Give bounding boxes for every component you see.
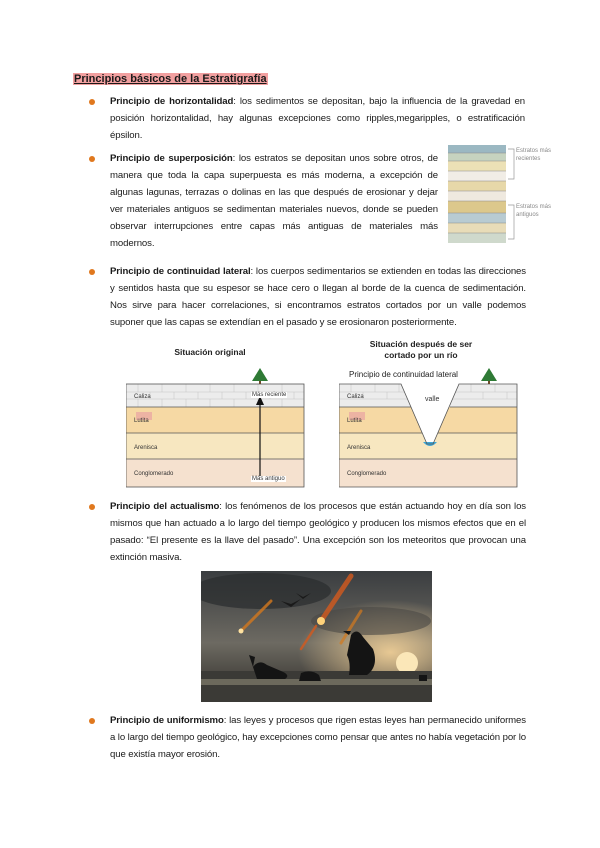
layer-label: Lutita (134, 418, 149, 424)
principle-name: Principio de superposición (110, 153, 233, 164)
bullet-icon (89, 718, 95, 724)
principle-text: : los sedimentos se depositan, bajo la influencia de la gravedad en posición horizontalidad, hay algunas excepciones como ripples,megaripples, o estratificación épsilon. (110, 96, 525, 141)
page-title: Principios básicos de la Estratigrafía (74, 73, 267, 85)
recent-strata-label: Estratos más recientes (516, 148, 552, 162)
layer-label: Arenisca (347, 445, 371, 451)
continuity-original-diagram (126, 368, 306, 490)
principle-name: Principio de continuidad lateral (110, 266, 251, 277)
layer-label: Caliza (347, 394, 364, 400)
principle-name: Principio del actualismo (110, 501, 220, 512)
layer-label: Conglomerado (134, 471, 174, 477)
bullet-icon (89, 504, 95, 510)
principle-text: : los fenómenos de los procesos que están actuando hoy en día son los mismos que han actuado a lo largo del tiempo geológico y producen los mismos efectos que en el pasado: “El presente es la llave del pasado”. Una excepción son los meteoritos que provocan una extinción masiva. (110, 501, 526, 563)
layer-label: Conglomerado (347, 471, 387, 477)
principle-horizontalidad (110, 93, 525, 144)
superposition-figure (446, 143, 556, 245)
old-label: Más antiguo (252, 476, 285, 482)
right-subcaption: Principio de continuidad lateral (349, 370, 458, 379)
right-caption: Situación después de ser cortado por un río (369, 339, 473, 360)
bullet-icon (89, 269, 95, 275)
layer-label: Lutita (347, 418, 362, 424)
bullet-icon (89, 156, 95, 162)
principle-continuidad (110, 263, 526, 331)
principle-text: : los cuerpos sedimentarios se extienden en todas las direcciones y sentidos hasta que su espesor se hace cero o llegan al borde de la cuenca de sedimentación. Nos sirve para hacer correlaciones, si encontramos estratos cortados por un valle podemos suponer que las capas se extendían en el pasado y se erosionaron posteriormente. (110, 266, 526, 328)
layer-label: Arenisca (134, 445, 158, 451)
continuity-cut-diagram (339, 368, 519, 490)
left-caption: Situación original (174, 347, 246, 357)
layer-label: Caliza (134, 394, 151, 400)
recent-label: Más reciente (252, 392, 287, 398)
principle-text: : los estratos se depositan unos sobre otros, de manera que toda la capa superpuesta es más moderna, a excepción de algunas lagunas, terrazas o dolinas en las que después de erosionar y dejar ver materiales antiguos se sedimentan materiales nuevos, donde se pueden observar interrupciones entre capas más antiguas de materiales más modernos. (110, 153, 438, 249)
bullet-icon (89, 99, 95, 105)
principle-name: Principio de horizontalidad (110, 96, 234, 107)
principle-text: : las leyes y procesos que rigen estas leyes han permanecido uniformes a lo largo del tiempo geológico, hay excepciones como pensar que antes no había vegetación por lo que existía mayor erosión. (110, 715, 526, 760)
valley-label: valle (425, 396, 440, 403)
principle-uniformismo (110, 712, 526, 763)
principle-name: Principio de uniformismo (110, 715, 224, 726)
principle-superposicion (110, 150, 438, 252)
meteor-extinction-image (201, 571, 432, 702)
principle-actualismo (110, 498, 526, 566)
old-strata-label: Estratos más antiguos (516, 204, 552, 218)
